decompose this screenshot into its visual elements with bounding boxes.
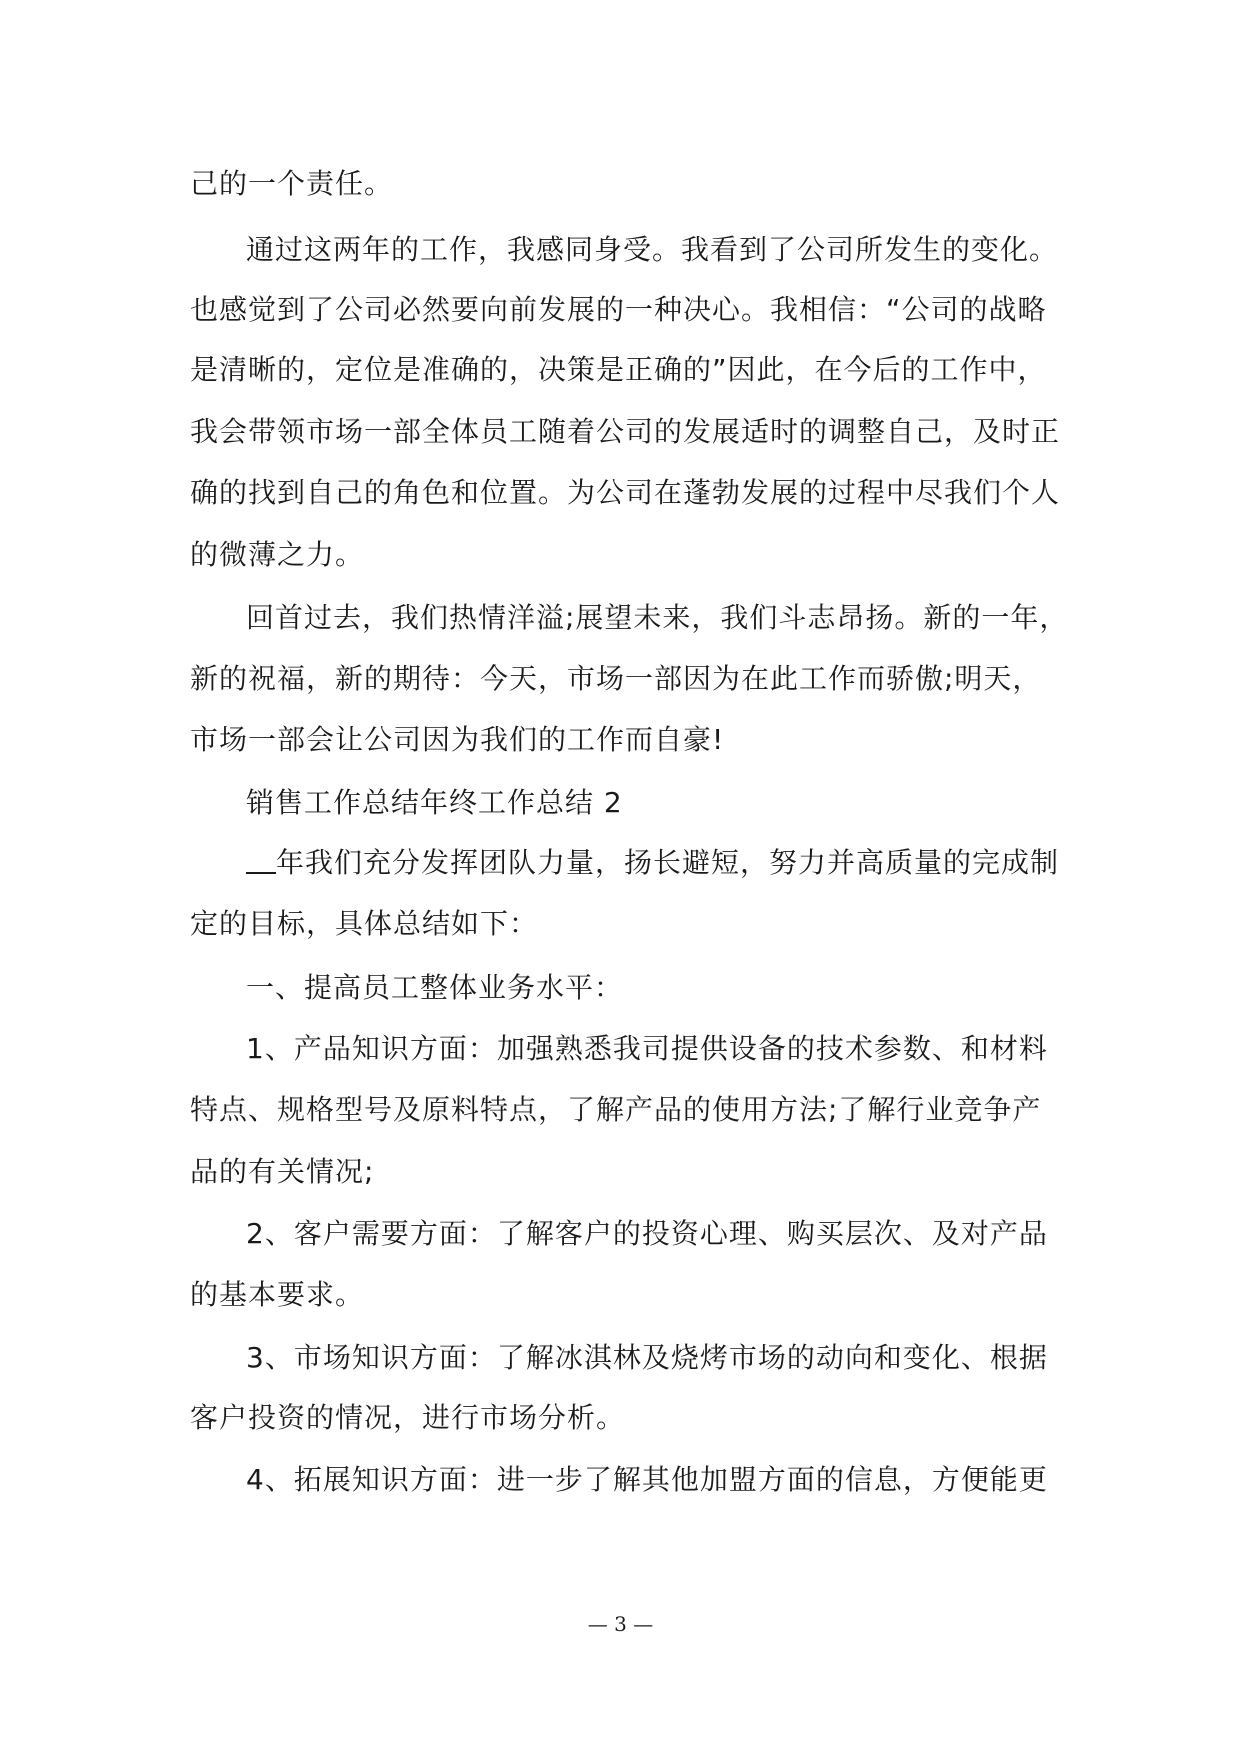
fill-in-blank <box>246 844 276 874</box>
paragraph-start: 回首过去，我们热情洋溢;展望未来，我们斗志昂扬。新的一年， <box>246 601 1069 634</box>
text-line: 我会带领市场一部全体员工随着公司的发展适时的调整自己，及时正 <box>190 415 1061 448</box>
text-line: 品的有关情况; <box>190 1155 375 1188</box>
text-line: 是清晰的，定位是准确的，决策是正确的”因此，在今后的工作中， <box>190 353 1047 386</box>
text-line: 己的一个责任。 <box>190 167 394 200</box>
list-item: 4、拓展知识方面：进一步了解其他加盟方面的信息，方便能更 <box>246 1463 1048 1496</box>
list-item: 1、产品知识方面：加强熟悉我司提供设备的技术参数、和材料 <box>246 1032 1048 1065</box>
paragraph-start: 通过这两年的工作，我感同身受。我看到了公司所发生的变化。 <box>246 233 1059 266</box>
text-line: 市场一部会让公司因为我们的工作而自豪! <box>190 723 725 756</box>
text-line: 也感觉到了公司必然要向前发展的一种决心。我相信：“公司的战略 <box>190 293 1047 326</box>
text-line: 特点、规格型号及原料特点，了解产品的使用方法;了解行业竞争产 <box>190 1093 1042 1126</box>
text-line: 的微薄之力。 <box>190 538 365 571</box>
text-line: 客户投资的情况，进行市场分析。 <box>190 1401 626 1434</box>
text-line: 新的祝福，新的期待：今天，市场一部因为在此工作而骄傲;明天， <box>190 662 1042 695</box>
list-item: 2、客户需要方面：了解客户的投资心理、购买层次、及对产品 <box>246 1217 1048 1250</box>
page-number: — 3 — <box>587 1612 654 1636</box>
section-heading: 销售工作总结年终工作总结 2 <box>246 786 623 819</box>
subheading: 一、提高员工整体业务水平： <box>246 971 624 1004</box>
text-line: 确的找到自己的角色和位置。为公司在蓬勃发展的过程中尽我们个人 <box>190 476 1061 509</box>
text-line: 定的目标，具体总结如下： <box>190 907 539 940</box>
paragraph-start <box>246 843 1059 883</box>
blank-line-text: 年我们充分发挥团队力量，扬长避短，努力并高质量的完成制 <box>276 846 1060 879</box>
text-line: 的基本要求。 <box>190 1278 365 1311</box>
list-item: 3、市场知识方面：了解冰淇林及烧烤市场的动向和变化、根据 <box>246 1341 1048 1374</box>
